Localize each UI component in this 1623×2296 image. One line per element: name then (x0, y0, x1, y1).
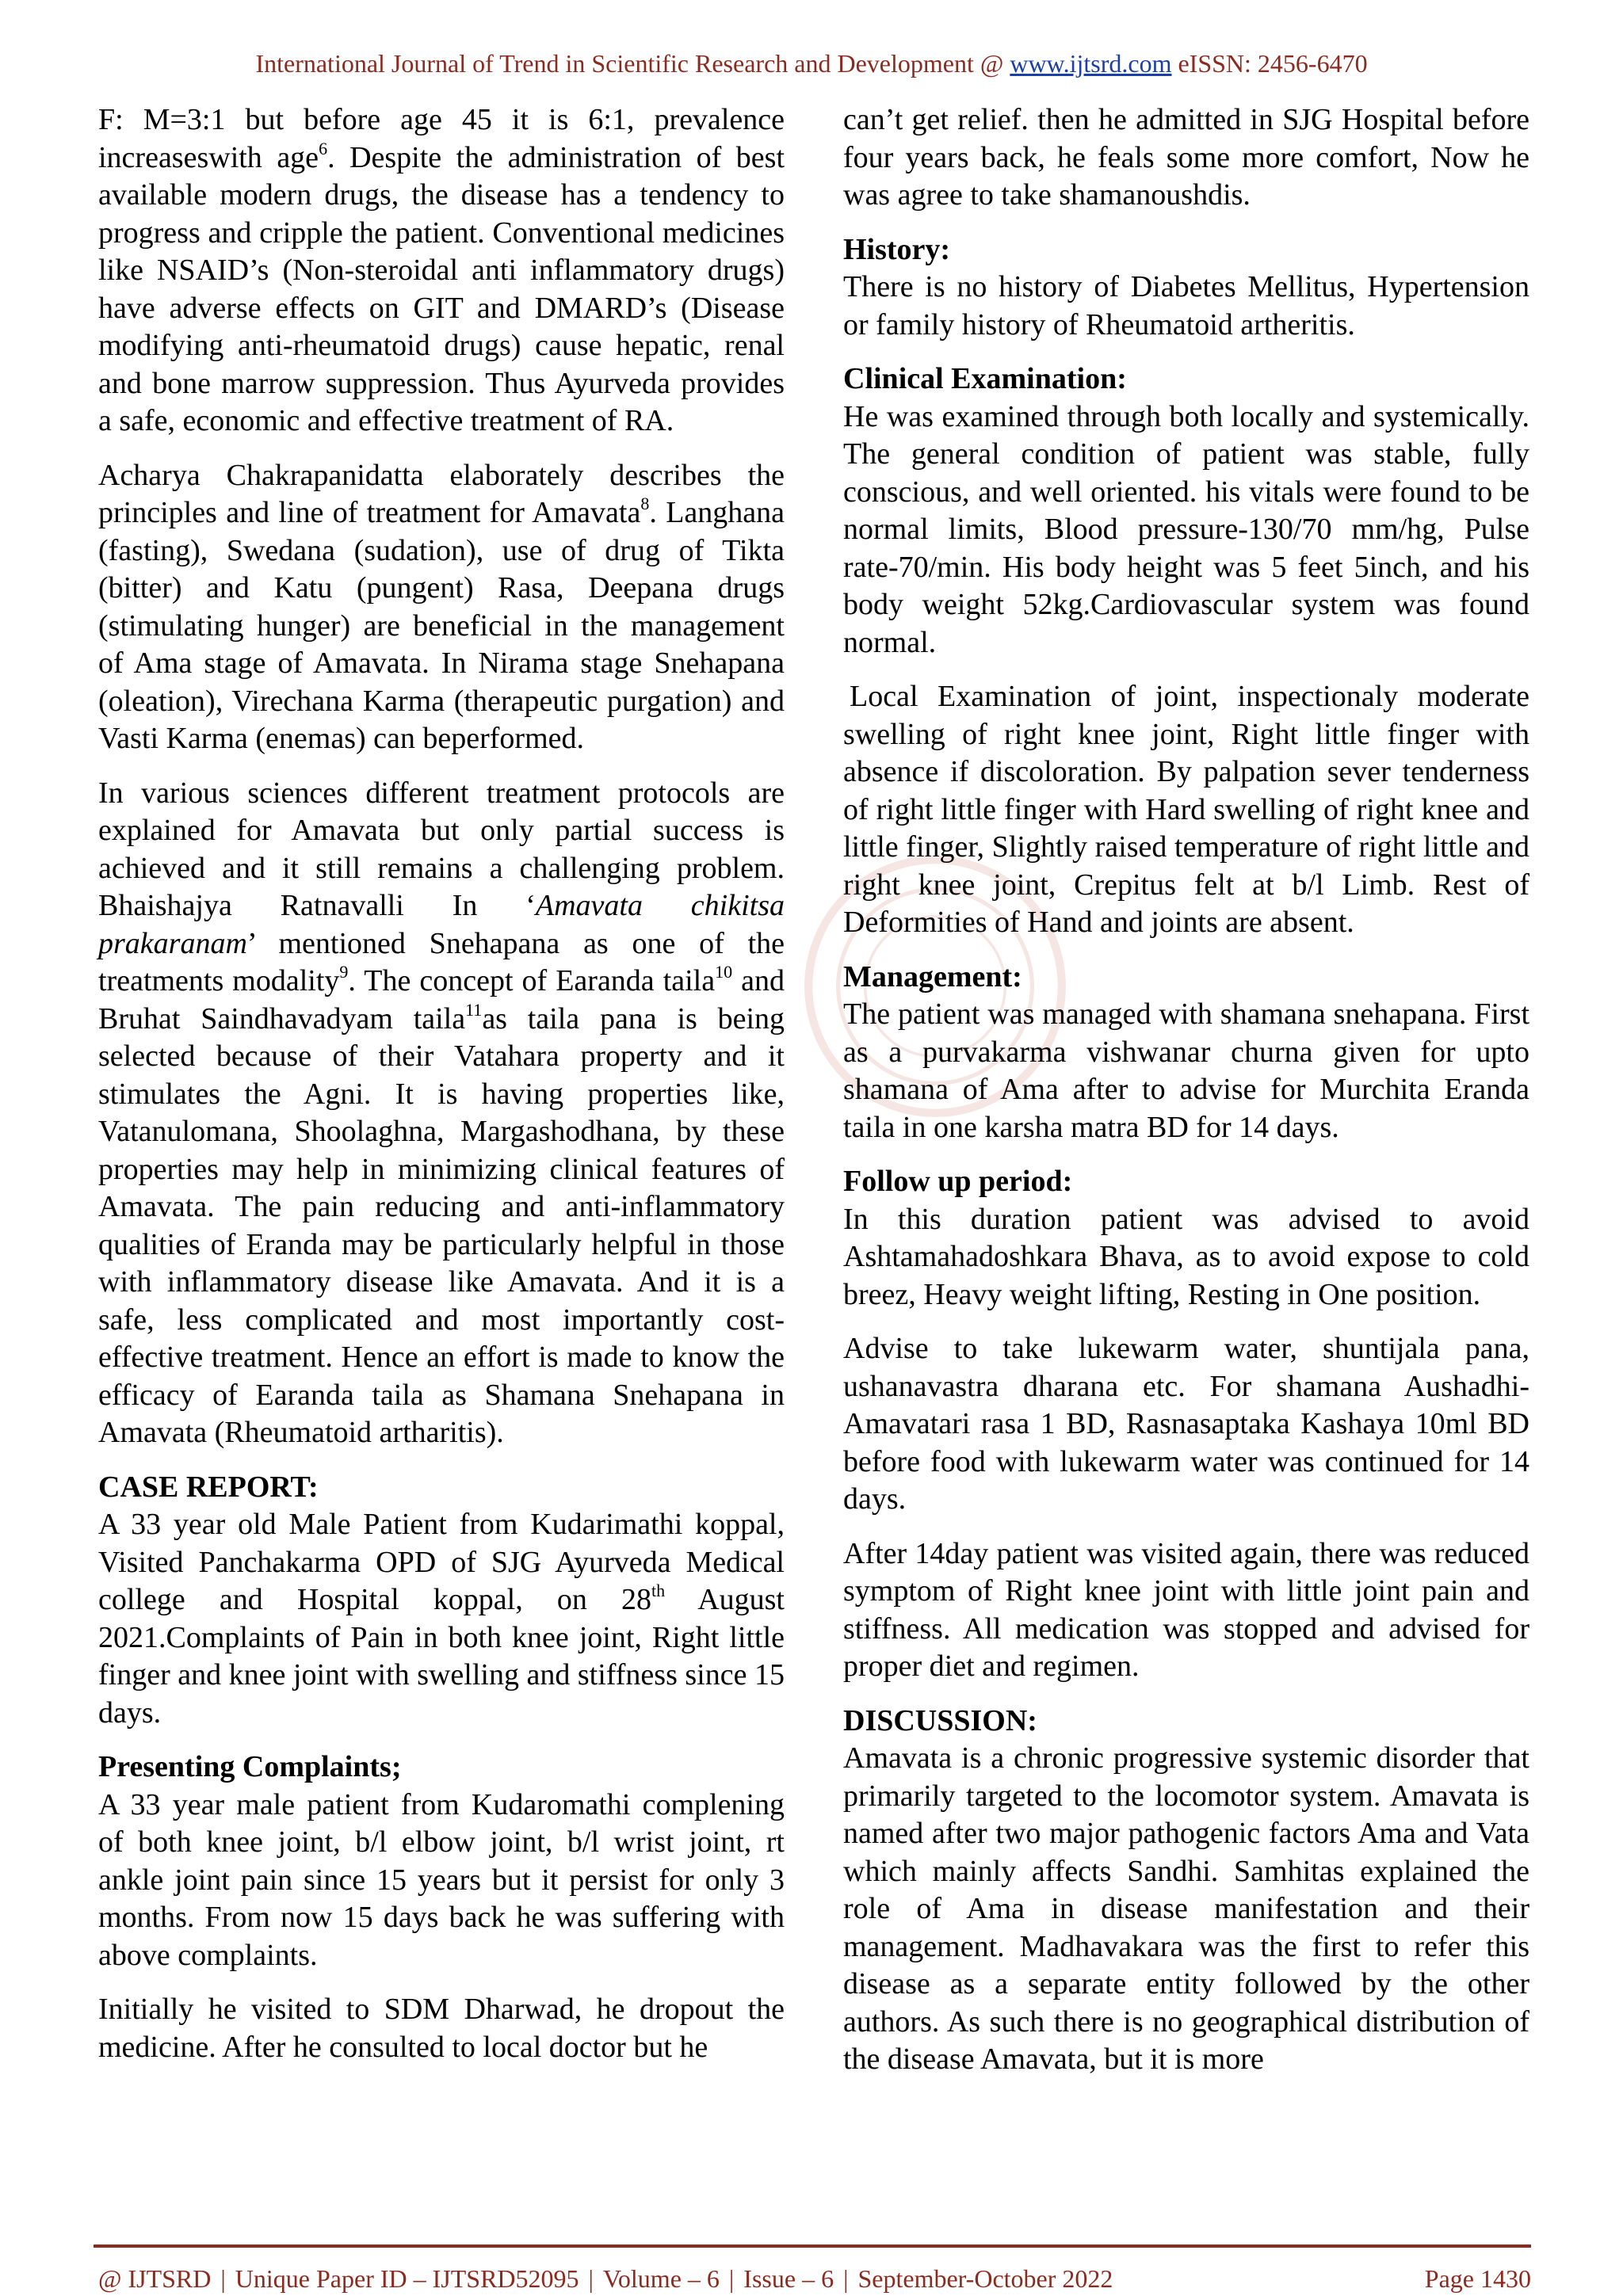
header-journal-title: International Journal of Trend in Scientific Research and Development @ (255, 49, 1004, 78)
treatment-protocols-paragraph: In various sciences different treatment protocols are explained for Amavata but only partial success is achieved and it still remains a challenging problem. Bhaishajya Ratnavalli In ‘Amavata chikitsa prakaranam’ mentioned Snehapana as one of the treatments modality$^9$. The concept of Earanda taila$^{10}$ and Bruhat Saindhavadyam taila$^{11}$as taila pana is being selected because of their Vatahara property and it stimulates the Agni. It is having properties like, Vatanulomana, Shoolaghna, Margashodhana, by these properties may help in minimizing clinical features of Amavata. The pain reducing and anti-inflammatory qualities of Eranda may be particularly helpful in those with inflammatory disease like Amavata. And it is a safe, less complicated and most importantly cost-effective treatment. Hence an effort is made to know the efficacy of Earanda taila as Shamana Snehapana in Amavata (Rheumatoid artharitis). (98, 776, 785, 1449)
footer-divider (94, 2245, 1531, 2248)
initial-visit-paragraph: Initially he visited to SDM Dharwad, he dropout the medicine. After he consulted to local doctor but he (98, 1993, 785, 2064)
right-column (843, 101, 1529, 2096)
after-14-days-paragraph: After 14day patient was visited again, there was reduced symptom of Right knee joint with little joint pain and stiffness. All medication was stopped and advised for proper diet and regimen. (843, 1536, 1529, 1683)
history-text: There is no history of Diabetes Mellitus, Hypertension or family history of Rheumatoid artheritis. (843, 270, 1529, 341)
running-footer (98, 2264, 1531, 2294)
presenting-complaints-section (98, 1749, 785, 1974)
case-report-section (98, 1469, 785, 1733)
clinical-examination-section (843, 360, 1529, 662)
left-column (98, 101, 785, 2083)
follow-up-heading: Follow up period: (843, 1165, 1073, 1198)
intro-paragraph: F: M=3:1 but before age 45 it is 6:1, prevalence increaseswith age$^6$. Despite the administration of best available modern drugs, the disease has a tendency to progress and cripple the patient. Conventional medicines like NSAID’s (Non-steroidal anti inflammatory drugs) have adverse effects on GIT and DMARD’s (Disease modifying anti-rheumatoid drugs) cause hepatic, renal and bone marrow suppression. Thus Ayurveda provides a safe, economic and effective treatment of RA. (98, 103, 785, 437)
local-examination-paragraph: Local Examination of joint, inspectionaly moderate swelling of right knee joint, Right little finger with absence if discoloration. By palpation sever tenderness of right little finger with Hard swelling of right knee and little finger, Slightly raised temperature of right little and right knee joint, Crepitus felt at b/l Limb. Rest of Deformities of Hand and joints are absent. (843, 680, 1529, 939)
clinical-examination-heading: Clinical Examination: (843, 362, 1127, 395)
management-section (843, 959, 1529, 1147)
chakrapanidatta-paragraph: Acharya Chakrapanidatta elaborately describes the principles and line of treatment for Amavata$^8$. Langhana (fasting), Swedana (sudation), use of drug of Tikta (bitter) and Katu (pungent) Rasa, Deepana drugs (stimulating hunger) are beneficial in the management of Ama stage of Amavata. In Nirama stage Snehapana (oleation), Virechana Karma (therapeutic purgation) and Vasti Karma (enemas) can beperformed. (98, 458, 785, 755)
header-issn: eISSN: 2456-6470 (1178, 49, 1368, 78)
case-report-text: A 33 year old Male Patient from Kudarimathi koppal, Visited Panchakarma OPD of SJG Ayurveda Medical college and Hospital koppal, on 28th August 2021.Complaints of Pain in both knee joint, Right little finger and knee joint with swelling and stiffness since 15 days. (98, 1508, 785, 1730)
running-header (0, 49, 1623, 78)
clinical-examination-text: He was examined through both locally and systemically. The general condition of patient was stable, fully conscious, and well oriented. his vitals were found to be normal limits, Blood pressure-130/70 mm/hg, Pulse rate-70/min. His body height was 5 feet 5inch, and his body weight 52kg.Cardiovascular system was found normal. (843, 399, 1529, 659)
presenting-complaints-heading: Presenting Complaints; (98, 1750, 402, 1783)
continued-paragraph: can’t get relief. then he admitted in SJG Hospital before four years back, he feals some more comfort, Now he was agree to take shamanoushdis. (843, 103, 1529, 212)
case-report-heading: CASE REPORT: (98, 1470, 319, 1504)
management-heading: Management: (843, 959, 1022, 994)
presenting-complaints-text: A 33 year male patient from Kudaromathi complening of both knee joint, b/l elbow joint, b/l wrist joint, rt ankle joint pain since 15 years but it persist for only 3 months. From now 15 days back he was suffering with above complaints. (98, 1787, 785, 1972)
management-text: The patient was managed with shamana snehapana. First as a purvakarma vishwanar churna given for upto shamana of Ama after to advise for Murchita Eranda taila in one karsha matra BD for 14 days. (843, 997, 1529, 1144)
advise-paragraph: Advise to take lukewarm water, shuntijala pana, ushanavastra dharana etc. For shamana Aushadhi-Amavatari rasa 1 BD, Rasnasaptaka Kashaya 10ml BD before food with lukewarm water was continued for 14 days. (843, 1332, 1529, 1516)
page-number: Page 1430 (1424, 2264, 1531, 2293)
discussion-heading: DISCUSSION: (843, 1703, 1037, 1737)
discussion-text: Amavata is a chronic progressive systemic disorder that primarily targeted to the locomotor system. Amavata is named after two major pathogenic factors Ama and Vata which mainly affects Sandhi. Samhitas explained the role of Ama in disease manifestation and their management. Madhavakara was the first to refer this disease as a separate entity followed by the other authors. As such there is no geographical distribution of the disease Amavata, but it is more (843, 1741, 1529, 2076)
footer-citation: @ IJTSRD | Unique Paper ID – IJTSRD52095 | Volume – 6 | Issue – 6 | September-October 2022 (98, 2264, 1113, 2293)
follow-up-section (843, 1163, 1529, 1314)
follow-up-text: In this duration patient was advised to avoid Ashtamahadoshkara Bhava, as to avoid expose to cold breez, Heavy weight lifting, Resting in One position. (843, 1202, 1529, 1311)
discussion-section (843, 1703, 1529, 2079)
journal-url-link[interactable]: www.ijtsrd.com (1010, 49, 1172, 78)
history-section (843, 231, 1529, 345)
history-heading: History: (843, 232, 951, 266)
